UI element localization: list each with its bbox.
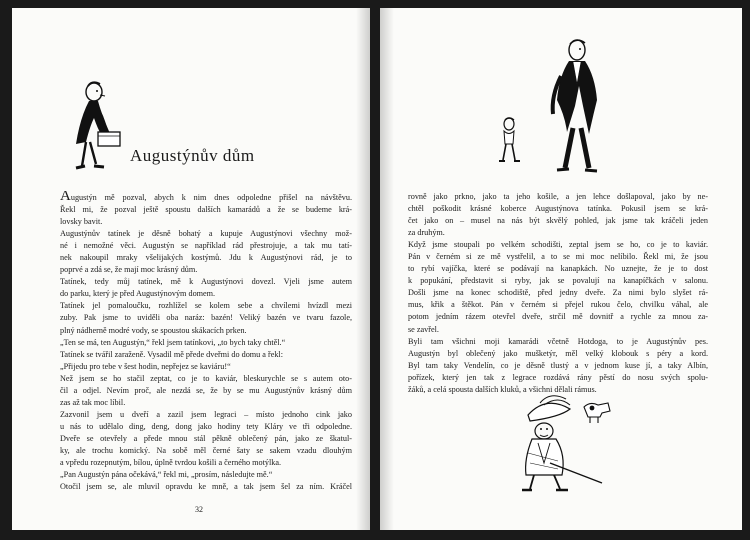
text-line xyxy=(60,469,352,481)
text-line-content: Byl tam taky Vendelín, co je děsně tlustý a v jednom kuse jí, a taky Albín, xyxy=(408,360,708,370)
text-line xyxy=(60,288,352,300)
left-page-text xyxy=(60,191,352,493)
text-line xyxy=(408,372,708,384)
text-line-content: mus, křik a štěkot. Pán v černém si přejel rukou čelo, chvilku váhal, ale xyxy=(408,300,708,310)
boy-carrying-box-illustration xyxy=(62,78,132,178)
text-line xyxy=(60,409,352,421)
text-line-content: se zavřel. xyxy=(408,324,439,334)
text-line xyxy=(60,385,352,397)
text-line-content: nek nakoupil mraky všelijakých kostýmů. Jdu k Augustýnovi rád, je to xyxy=(60,253,352,263)
gutter-shadow xyxy=(380,8,394,530)
butler-and-boy-illustration xyxy=(485,36,625,186)
text-line-content: čet jako on – musel na nás být skvělý pohled, jak jsme tak kráčeli jeden xyxy=(408,216,708,226)
text-line xyxy=(60,457,352,469)
right-page-text xyxy=(408,191,708,396)
text-line xyxy=(60,300,352,312)
text-line-content: Dveře se otevřely a přede mnou stál pěkně oblečený pán, jako ze škatul- xyxy=(60,433,352,443)
text-line-content: k popukání, představit si ryby, jak se povalují na kanapíčkách v salonu. xyxy=(408,276,708,286)
text-line-content: Tatínek, tedy můj tatínek, mě k Augustýnovi dovezl. Vjeli jsme autem xyxy=(60,277,352,287)
text-line-content: za druhým. xyxy=(408,228,445,238)
chapter-title: Augustýnův dům xyxy=(130,146,255,165)
text-line xyxy=(408,360,708,372)
text-line xyxy=(60,373,352,385)
text-line-content: rovně jako prkno, jako ta jeho košile, a jen lehce došlapoval, jako by ne- xyxy=(408,192,708,201)
text-line xyxy=(408,324,708,336)
musketeer-boy-and-dog-illustration xyxy=(510,393,630,493)
text-line-content: potom jedním rázem otevřel dveře, strčil mě dovnitř a rychle za mnou za- xyxy=(408,312,708,322)
text-line-content: né i nemožné věci. Augustýn se například rád přestrojuje, a tak mu tatí- xyxy=(60,241,352,251)
text-line-content: Otočil jsem se, ale mluvil opravdu ke mně, a tak jsem šel za ním. Kráčel xyxy=(60,482,352,492)
text-line xyxy=(408,263,708,275)
text-line-content: ugustýn mě pozval, abych k nim dnes odpoledne přišel na návštěvu. xyxy=(70,193,352,202)
text-line xyxy=(60,433,352,445)
text-line-content: ky, ale trochu komický. Na sobě měl černé šaty se sakem vzadu dlouhým xyxy=(60,445,352,455)
text-line-content: to rybí vajíčka, které se podávají na kanapkách. No uznejte, že je to dost xyxy=(408,264,708,274)
text-line-content: a vpředu rozepnutým, bílou, úplně tvrdou košili a černého motýlka. xyxy=(60,458,282,468)
text-line-content: lovsky bavit. xyxy=(60,217,103,227)
text-line xyxy=(408,348,708,360)
text-line-content: Augustýn byl oblečený jako mušketýr, měl velký klobouk s péry a kord. xyxy=(408,348,708,358)
text-line xyxy=(408,239,708,251)
text-line-content: zas až tak moc líbil. xyxy=(60,397,126,407)
text-line-content: Řekl mi, že pozval ještě spoustu dalších kamarádů a že se budeme krá- xyxy=(60,205,352,215)
text-line-content: čil a odjel. Nevím proč, ale nezdá se, že by se mu Augustýnův krásný dům xyxy=(60,385,352,395)
text-line xyxy=(60,361,352,373)
text-line-content: pořízek, který jen tak z legrace rozdává rány pěstí do nosu svých spolu- xyxy=(408,372,708,382)
text-line-content: žáků, a celá spousta dalších kluků, a všichni dělali rámus. xyxy=(408,384,597,394)
gutter-shadow xyxy=(356,8,370,530)
text-line-content: Když jsme stoupali po velkém schodišti, zeptal jsem se ho, co je to kaviár. xyxy=(408,240,708,250)
text-line-content: Tatínek se tvářil zaraženě. Vysadil mě přede dveřmi do domu a řekl: xyxy=(60,349,283,359)
text-line-content: Augustýnův tatínek je děsně bohatý a kupuje Augustýnovi všechny mož- xyxy=(60,229,352,239)
text-line xyxy=(408,311,708,323)
page-number: 32 xyxy=(195,505,203,514)
text-line xyxy=(60,204,352,216)
text-line xyxy=(408,191,708,203)
text-line-content: zuby. Pak jsme to uviděli oba naráz: bazén! Veliký bazén ve tvaru fazole, xyxy=(60,313,352,323)
text-line xyxy=(60,191,352,204)
text-line xyxy=(408,203,708,215)
text-line-content: „Přijedu pro tebe v šest hodin, nepřejez se kaviáru!“ xyxy=(60,361,231,371)
text-line-content: Než jsem se ho stačil zeptat, co je to kaviár, bleskurychle se s autem oto- xyxy=(60,373,352,383)
text-line xyxy=(408,275,708,287)
text-line-content: Došli jsme na konec schodiště, před jedny dveře. Za nimi bylo slyšet rá- xyxy=(408,288,708,298)
text-line-content: Byli tam všichni moji kamarádi včetně Hotdoga, to je Augustýnův pes. xyxy=(408,336,708,346)
text-line xyxy=(60,252,352,264)
text-line xyxy=(60,312,352,324)
left-page xyxy=(12,8,370,530)
text-line-content: Tatínek jel pomaloučku, rozhlížel se kolem sebe a chvílemi hvízdl mezi xyxy=(60,301,352,311)
drop-cap: A xyxy=(60,191,71,204)
text-line xyxy=(60,228,352,240)
text-line-content: Zazvonil jsem u dveří a zazil jsem legraci – místo jednoho cink jako xyxy=(60,409,352,419)
text-line xyxy=(60,349,352,361)
text-line xyxy=(60,397,352,409)
text-line xyxy=(60,325,352,337)
text-line xyxy=(408,287,708,299)
text-line xyxy=(60,240,352,252)
text-line xyxy=(408,251,708,263)
right-page xyxy=(380,8,742,530)
text-line xyxy=(408,227,708,239)
text-line xyxy=(60,216,352,228)
text-line xyxy=(60,276,352,288)
text-line xyxy=(60,421,352,433)
text-line-content: „Ten se má, ten Augustýn,“ řekl jsem tatínkovi, „to bych taky chtěl.“ xyxy=(60,337,286,347)
text-line xyxy=(408,299,708,311)
text-line xyxy=(60,445,352,457)
text-line-content: „Pan Augustýn pána očekává,“ řekl mi, „prosím, následujte mě.“ xyxy=(60,470,273,480)
text-line-content: do parku, který je před Augustýnovým domem. xyxy=(60,289,216,299)
text-line-content: u nás to udělalo ding, deng, dong jako hodiny tety Kláry ve tři odpoledne. xyxy=(60,421,352,431)
text-line xyxy=(60,481,352,493)
text-line-content: chtěl poškodit krásné koberce Augustýnova tatínka. Pokusil jsem se krá- xyxy=(408,204,708,214)
text-line xyxy=(60,264,352,276)
text-line xyxy=(60,337,352,349)
text-line xyxy=(408,336,708,348)
text-line-content: poprvé a zdá se, že mají moc krásný dům. xyxy=(60,265,198,275)
text-line-content: Pán v černém si ze mě vystřelil, a to se mi moc nelíbilo. Řekl mi, že jsou xyxy=(408,252,708,262)
text-line-content: plný nádherně modré vody, se spoustou skákacích prken. xyxy=(60,325,247,335)
text-line xyxy=(408,215,708,227)
